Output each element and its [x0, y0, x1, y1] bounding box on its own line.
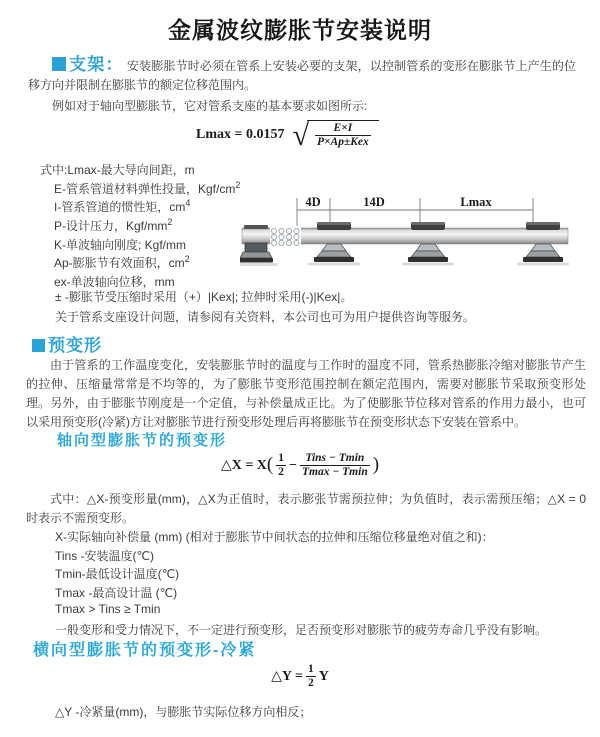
- axial-item: Tmin-最低设计温度(℃): [55, 567, 180, 582]
- radical-group: [292, 119, 378, 153]
- lmax-formula-denominator: P×Ap±Kex: [316, 136, 369, 149]
- dimension-label-4d: 4D: [305, 195, 321, 209]
- definition-line: ex-单波轴向位移，mm: [54, 275, 175, 290]
- axial-item: 一般变形和受力情况下，不一定进行预变形，足否预变形对膨胀节的疲劳寿命几乎没有影响。: [55, 622, 548, 637]
- lmax-formula: [196, 119, 379, 153]
- support-example-line: 例如对于轴向型膨胀节，它对管系支座的基本要求如图所示:: [52, 99, 368, 113]
- support-intro-paragraph: [28, 55, 576, 95]
- axial-item: Tmax -最高设计温 (℃): [55, 585, 178, 600]
- pm-note-line: ± -膨胀节受压缩时采用（+）|Kex|; 拉伸时采用(-)|Kex|。: [55, 290, 353, 304]
- predeform-section-header: [32, 331, 102, 356]
- support-intro-text: 安装膨胀节时必须在管系上安装必要的支架，以控制管系的变形在膨胀节上产生的位移方向并限制在膨胀节的额定位移范围内。: [28, 59, 577, 92]
- axial-formula-row: [0, 452, 600, 479]
- axial-item: Tins -安装温度(℃): [55, 548, 155, 563]
- axial-item: X-实际轴向补偿量 (mm) (相对于膨胀节中间状态的拉伸和压缩位移量绝对值之和)：: [55, 530, 494, 544]
- lateral-subheading: 横向型膨胀节的预变形-冷紧: [33, 642, 257, 659]
- bellows-icon: [270, 226, 301, 246]
- page-title: 金属波纹膨胀节安装说明: [168, 17, 432, 43]
- support-section-heading: 支架：: [69, 55, 124, 74]
- definition-line: K-单波轴向刚度; Kgf/mm: [54, 237, 187, 252]
- definition-line: 式中:Lmax-最大导向间距，m: [40, 163, 195, 177]
- axial-subheading: 轴向型膨胀节的预变形: [57, 432, 228, 449]
- close-paren: ): [372, 453, 380, 475]
- axial-formula: △X = X ( $\frac{1}{2}$ − $\frac{\text{Tins − Tmin}}{Tmax - Tmin}$ ): [220, 452, 380, 479]
- symbol-definitions-list: [40, 161, 240, 292]
- definition-line: E-管系管道材料弹性投量，Kgf/$cm^2$: [54, 179, 241, 196]
- section-square-icon: [32, 339, 45, 352]
- predeform-section-heading: 预变形: [48, 336, 102, 355]
- minus-sign: −: [288, 457, 297, 473]
- lateral-formula-rhs: Y: [318, 668, 329, 684]
- lmax-formula-numerator: E×I: [333, 122, 353, 134]
- predeform-paragraph: 由于管系的工作温度变化，安装膨胀节时的温度与工作时的温度不同，管系热膨胀冷缩对膨胀节产生的拉伸、压缩量常常是不均等的，为了膨胀节变形范围控制在额定范围内，需要对膨胀节采取预变形处理。另外，由于膨胀节刚度是一个定值，与补偿量成正比。为了使膨胀节位移对管系的作用力最小，也可以采用预变形(冷紧)方让对膨胀节进行预变形处理后再将膨胀节在预变形状态下安装在管系中。: [26, 358, 586, 429]
- lateral-formula-lhs: △Y =: [271, 669, 303, 685]
- dimension-label-14d: 14D: [363, 195, 385, 209]
- definition-line: P-设计压力，Kgf/$mm^2$: [54, 217, 173, 234]
- dimension-label-lmax: Lmax: [460, 195, 492, 209]
- open-paren: (: [266, 453, 274, 475]
- axial-item: Tmax > Tins ≥ Tmin: [55, 602, 161, 617]
- section-square-icon: [52, 57, 66, 71]
- consult-note-line: 关于管系支座设计问题，请参阅有关资料，本公司也可为用户提供咨询等服务。: [55, 310, 476, 324]
- lateral-formula: △Y = $\frac{1}{2}$ Y: [271, 663, 329, 690]
- axial-items-list: [55, 528, 547, 640]
- lateral-formula-row: [0, 663, 600, 690]
- radical-sign: √: [292, 119, 309, 153]
- definition-line: I-管系管道的惯性矩，$cm^4$: [54, 198, 191, 215]
- pipe-support-diagram: [240, 193, 572, 275]
- definition-line: Ap-膨胀节有效面积，$cm^2$: [54, 254, 190, 271]
- cold-tightening-note: △Y -冷紧量(mm)，与膨胀节实际位移方向相反；: [55, 705, 312, 719]
- axial-formula-lhs: △X = X: [220, 458, 267, 474]
- lmax-formula-lhs: Lmax = 0.0157: [196, 126, 285, 142]
- axial-explanation: 式中：△X-预变形量(mm)，△X为正值时，表示膨张节需预拉伸；为负值时，表示需预压缩；△X = 0时表示不需预变形。: [26, 492, 586, 525]
